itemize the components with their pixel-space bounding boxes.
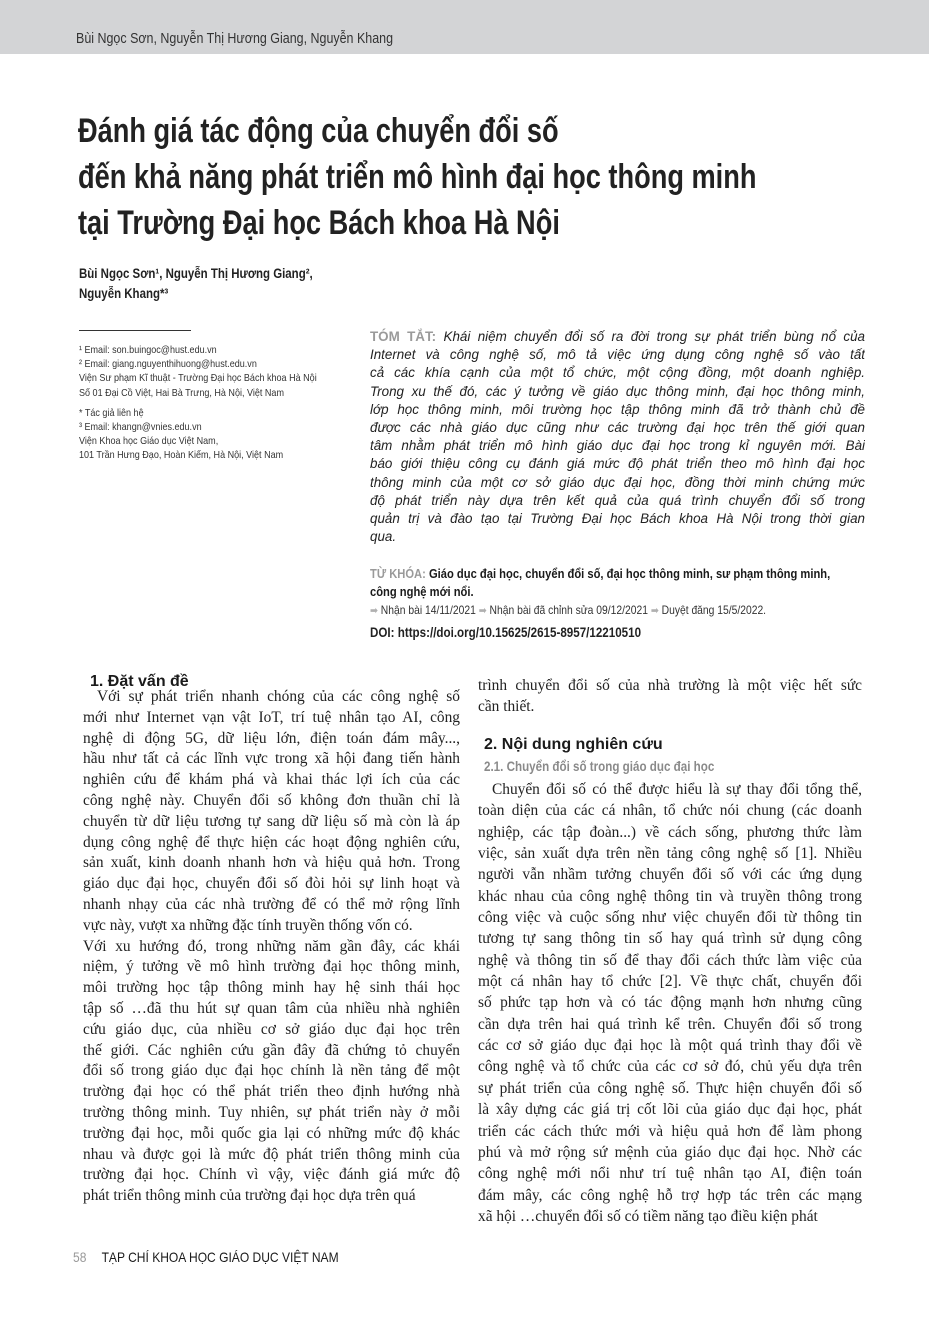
- text-line: tâm nhằm phát triển mô hình giáo dục đại học trong kỉ nguyên mới. Bài: [370, 438, 865, 454]
- text-line: nghệ và thông tin số để thay đổi cách thức làm việc của: [478, 951, 862, 969]
- text-line: số phức tạp hơn và có tác động mạnh hơn nhưng cũng: [478, 994, 862, 1012]
- footnote-line: Viện Sư phạm Kĩ thuật - Trường Đại học Bách khoa Hà Nội: [79, 372, 317, 385]
- abstract-label: TÓM TẮT:: [370, 329, 437, 344]
- text-line: giáo dục đại học, chuyển đổi số đòi hỏi sự linh hoạt và: [83, 875, 460, 893]
- received-date: Nhận bài 14/11/2021: [380, 603, 476, 617]
- text-line: Internet và công nghệ số, mô tả việc ứng dụng công nghệ số vào tất: [370, 347, 865, 363]
- footnote-line: 101 Trần Hưng Đạo, Hoàn Kiếm, Hà Nội, Việt Nam: [79, 449, 284, 462]
- text-line: niệm, ý tưởng về mô hình trường đại học thông minh,: [83, 958, 460, 976]
- keywords-line: công nghệ mới nổi.: [370, 584, 474, 599]
- text-line: Với xu hướng đó, trong những năm gần đây, các khái: [83, 937, 460, 955]
- text-line: chuyển từ dữ liệu tương tự sang dữ liệu số mà còn là áp: [83, 812, 460, 830]
- text-line: Với sự phát triển nhanh chóng của các công nghệ số: [97, 688, 460, 705]
- text-line: vực này, vượt xa những đặc tính truyền thống vốn có.: [83, 916, 413, 934]
- section-1-continuation: [478, 675, 862, 717]
- running-head: Bùi Ngọc Sơn, Nguyễn Thị Hương Giang, Nguyễn Khang: [76, 31, 394, 47]
- section-2-heading: 2. Nội dung nghiên cứu: [484, 736, 663, 753]
- abstract-first-line: [370, 328, 865, 346]
- text-line: hầu như tất cả các lĩnh vực trong xã hội đang tiến hành: [83, 750, 460, 768]
- text-line: nhanh nhạy của các nhà trường để có thể mở rộng lĩnh: [83, 895, 460, 913]
- text-line: thế giới. Các nghiên cứu gần đây đã chứng tỏ chuyển: [83, 1041, 460, 1059]
- page-number: 58: [73, 1249, 87, 1265]
- text-line: sự phát triển của công nghệ số. Thực hiện chuyển đổi số: [478, 1079, 862, 1097]
- abstract-text: Khái niệm chuyển đổi số ra đời trong sự phát triển bùng nổ của: [443, 329, 865, 344]
- authors-line: Bùi Ngọc Sơn¹, Nguyễn Thị Hương Giang²,: [79, 266, 313, 281]
- text-line: mới như Internet vạn vật IoT, trí tuệ nhân tạo AI, công: [83, 708, 460, 726]
- footnote-line: ¹ Email: son.buingoc@hust.edu.vn: [79, 344, 217, 356]
- arrow-icon: ➡: [650, 605, 659, 617]
- revised-date: Nhận bài đã chỉnh sửa 09/12/2021: [489, 603, 648, 617]
- text-line: lớp học thông minh, môi trường học tập thông minh đã trở thành chủ đề: [370, 401, 865, 417]
- text-line: phú và mở rộng sứ mệnh của giáo dục đại học. Nhờ các: [478, 1143, 862, 1161]
- text-line: việc, sản xuất dựa trên nền tảng công nghệ số [1]. Nhiều: [478, 845, 862, 863]
- section-2-1-heading: 2.1. Chuyển đổi số trong giáo dục đại học: [484, 759, 715, 774]
- title-line: đến khả năng phát triển mô hình đại học thông minh: [78, 158, 757, 196]
- footnote-line: ² Email: giang.nguyenthihuong@hust.edu.vn: [79, 358, 257, 371]
- text-line: trường thông minh. Tuy nhiên, sự phát triển này ở mỗi: [83, 1103, 460, 1121]
- abstract: [370, 328, 865, 546]
- keywords-line: [370, 565, 831, 583]
- text-line: là xây dựng các giá trị cốt lõi của giáo dục đại học, phát: [478, 1101, 862, 1119]
- arrow-icon: ➡: [478, 605, 487, 617]
- text-line: triển các cách thức mới và hiệu quả hơn để làm phong: [478, 1122, 862, 1140]
- text-line: cả các khía cạnh của một tổ chức, một cộng đồng, một doanh nghiệp.: [370, 365, 865, 381]
- text-line: nhau và được gọi là mức độ phát triển thông minh của: [83, 1145, 460, 1163]
- text-line: công nghệ này. Chuyển đổi số không đơn thuần chỉ là: [83, 791, 460, 809]
- text-line: cần thiết.: [478, 698, 535, 715]
- text-line: toàn diện của các cá nhân, tổ chức nói chung (các doanh: [478, 802, 862, 820]
- text-line: trình chuyển đổi số của nhà trường là một việc hết sức: [478, 677, 862, 694]
- text-line: sản xuất, kinh doanh nhanh hơn và hiệu quả hơn. Trong: [83, 854, 460, 872]
- text-line: cần dựa trên hai quá trình kể trên. Chuyển đổi số trong: [478, 1015, 862, 1033]
- footnote-divider: [79, 330, 191, 331]
- text-line: khác nhau của công nghệ thông tin và truyền thông trong: [478, 887, 862, 905]
- authors-line: Nguyễn Khang*³: [79, 286, 169, 301]
- footnote-line: ³ Email: khangn@vnies.edu.vn: [79, 421, 202, 434]
- text-line: công nghệ mới nổi như trí tuệ nhân tạo AI, điện toán: [478, 1165, 862, 1183]
- text-line: báo giới thiệu công cụ đánh giá mức độ phát triển theo mô hình đại học: [370, 456, 865, 472]
- author-footnotes: [79, 343, 355, 463]
- text-line: Trong xu thế đó, các ý tưởng về giáo dục thông minh, đại học thông minh,: [370, 383, 865, 399]
- journal-name: TẠP CHÍ KHOA HỌC GIÁO DỤC VIỆT NAM: [101, 1249, 339, 1265]
- text-line: trường đại học có thể phát triển theo định hướng nhà: [83, 1083, 460, 1101]
- article-title: [78, 108, 926, 246]
- text-line: thông minh của một cơ sở giáo dục đại học, đồng thời minh chứng mức: [370, 474, 865, 490]
- footnote-line: Viện Khoa học Giáo dục Việt Nam,: [79, 435, 219, 448]
- keywords-label: TỪ KHÓA:: [370, 566, 426, 581]
- text-line: độ phát triển này dựa trên kết quả của quá trình chuyển đổi số trong: [370, 492, 865, 508]
- keywords-text: Giáo dục đại học, chuyển đổi số, đại học thông minh, sư phạm thông minh,: [428, 566, 831, 581]
- title-line: Đánh giá tác động của chuyển đổi số: [78, 112, 559, 150]
- author-list: [79, 264, 354, 304]
- section-1-body: [83, 687, 460, 1207]
- text-line: tương tự sang thông tin số hay quá trình sử dụng công: [478, 930, 862, 948]
- doi-link[interactable]: DOI: https://doi.org/10.15625/2615-8957/12210510: [370, 625, 642, 640]
- text-line: quản trị và đào tạo tại Trường Đại học Bách khoa Hà Nội trong thời gian: [370, 511, 865, 527]
- text-line: người vẫn nhầm tưởng chuyển đổi số với các ứng dụng: [478, 866, 862, 884]
- text-line: đám mây, các công nghệ hỗ trợ hợp tác trên các mạng: [478, 1186, 862, 1204]
- text-line: trường đại học, mỗi quốc gia lại có những mức độ khác: [83, 1124, 460, 1142]
- text-line: công nghệ và tổ chức của các cơ sở đó, chủ yếu dựa trên: [478, 1058, 862, 1076]
- page-footer: [73, 1249, 339, 1265]
- text-line: Chuyển đổi số có thể được hiểu là sự thay đổi tổng thể,: [492, 781, 862, 798]
- text-line: nghiên cứu để khám phá và khai thác lợi ích của các: [83, 771, 460, 789]
- text-line: dụng công nghệ để thực hiện các hoạt động nghiên cứu,: [83, 833, 460, 851]
- text-line: nghệ di động 5G, dữ liệu lớn, điện toán đám mây...,: [83, 729, 460, 747]
- article-dates: [370, 603, 766, 617]
- footnote-line: * Tác giả liên hệ: [79, 406, 144, 419]
- text-line: cứu giáo dục, của nhiều cơ sở giáo dục đại học trên: [83, 1020, 460, 1038]
- text-line: tập số …đã thu hút sự quan tâm của nhiều nhà nghiên: [83, 999, 460, 1017]
- text-line: các cơ sở giáo dục đại học là một quá trình thay đổi về: [478, 1037, 862, 1055]
- text-line: trường đại học. Chính vì vậy, việc đánh giá mức độ: [83, 1166, 460, 1184]
- text-line: nghiệp, các tập đoàn...) về cách sống, phương thức làm: [478, 823, 862, 841]
- text-line: phát triển thông minh của trường đại học dựa trên quá: [83, 1187, 416, 1205]
- text-line: môi trường học tập thông minh hay hệ sinh thái học: [83, 979, 460, 997]
- text-line: một cá nhân hay tổ chức [2]. Về thực chất, chuyển đổi: [478, 973, 862, 991]
- arrow-icon: ➡: [370, 605, 378, 617]
- keywords: [370, 565, 865, 601]
- text-line: đổi số trong giáo dục đại học chính là nền tảng để một: [83, 1062, 460, 1080]
- title-line: tại Trường Đại học Bách khoa Hà Nội: [78, 204, 560, 242]
- footnote-line: Số 01 Đại Cồ Việt, Hai Bà Trưng, Hà Nội, Việt Nam: [79, 386, 284, 399]
- text-line: được các nhà giáo dục cũng như các trường đại học trên thế giới quan: [370, 420, 865, 436]
- accepted-date: Duyệt đăng 15/5/2022.: [661, 603, 767, 617]
- text-line: qua.: [370, 529, 397, 545]
- section-1-heading: 1. Đặt vấn đề: [90, 673, 189, 690]
- text-line: xã hội …chuyển đổi số có tiềm năng tạo điều kiện phát: [478, 1207, 818, 1225]
- text-line: công việc và cuộc sống như việc chuyển đổi từ thông tin: [478, 909, 862, 927]
- section-2-body: [478, 779, 862, 1227]
